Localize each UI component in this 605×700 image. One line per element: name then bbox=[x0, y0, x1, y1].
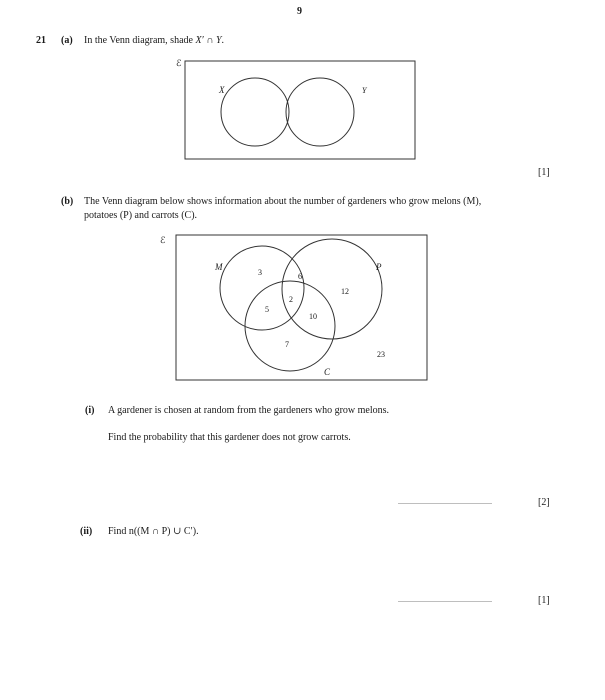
sub-i-marks: [2] bbox=[538, 497, 550, 508]
part-b-line2: potatoes (P) and carrots (C). bbox=[84, 210, 198, 221]
sub-ii-text: Find n((M ∩ P) ∪ C′). bbox=[108, 526, 199, 537]
sub-i-line1: A gardener is chosen at random from the gardeners who grow melons. bbox=[108, 405, 390, 416]
part-a-label: (a) bbox=[61, 35, 73, 46]
sub-ii-answer-line[interactable]: ............................................... bbox=[398, 595, 492, 604]
part-a-text-after: . bbox=[221, 35, 225, 46]
region-m-and-p-only: 6 bbox=[298, 272, 302, 281]
set-c-label: C bbox=[324, 367, 331, 377]
sub-i-line2: Find the probability that this gardener does not grow carrots. bbox=[108, 432, 351, 443]
region-p-and-c-only: 10 bbox=[309, 312, 317, 321]
part-b-line1: The Venn diagram below shows information about the number of gardeners who grow melons (M), bbox=[84, 196, 482, 207]
sub-i-answer-line[interactable]: ............................................... bbox=[398, 497, 492, 506]
region-all-three: 2 bbox=[289, 295, 293, 304]
part-b-label: (b) bbox=[61, 196, 74, 207]
set-y-label: Y bbox=[362, 86, 367, 95]
sub-i-label: (i) bbox=[85, 405, 95, 416]
page-number: 9 bbox=[297, 6, 302, 17]
universal-set-box-b bbox=[176, 235, 427, 380]
circle-p bbox=[282, 239, 382, 339]
region-outside: 23 bbox=[377, 350, 385, 359]
set-m-label: M bbox=[215, 262, 223, 272]
universal-set-symbol-a: ℰ bbox=[176, 58, 182, 68]
part-a-marks: [1] bbox=[538, 167, 550, 178]
part-a-expression: X′ ∩ Y bbox=[195, 35, 222, 46]
part-a-text-before: In the Venn diagram, shade bbox=[84, 35, 196, 46]
sub-ii-marks: [1] bbox=[538, 595, 550, 606]
region-p-only: 12 bbox=[341, 287, 349, 296]
universal-set-symbol-b: ℰ bbox=[160, 235, 166, 245]
sub-ii-label: (ii) bbox=[80, 526, 93, 537]
region-m-and-c-only: 5 bbox=[265, 305, 269, 314]
region-c-only: 7 bbox=[285, 340, 289, 349]
set-p-label: P bbox=[376, 262, 382, 272]
set-x-label: X bbox=[219, 85, 225, 95]
question-number: 21 bbox=[36, 35, 46, 46]
region-m-only: 3 bbox=[258, 268, 262, 277]
